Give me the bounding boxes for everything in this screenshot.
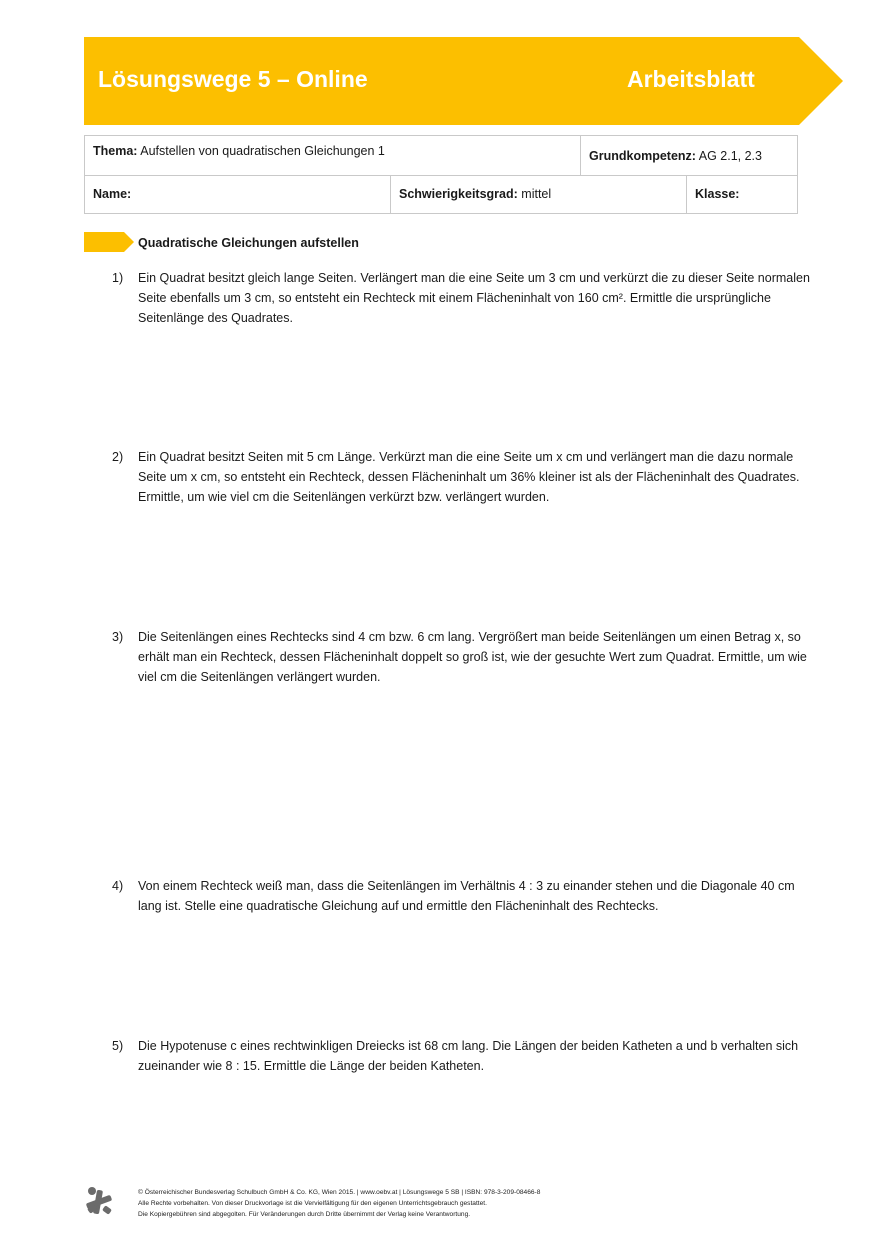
section-title: Quadratische Gleichungen aufstellen — [138, 236, 359, 250]
klasse-cell[interactable] — [687, 187, 747, 201]
section-arrow-icon — [84, 231, 136, 253]
task-number: 5) — [112, 1039, 124, 1053]
schwierigkeit-value: mittel — [521, 187, 552, 201]
task-text: Ein Quadrat besitzt Seiten mit 5 cm Länge. Verkürzt man die eine Seite um x cm und verlängert man die dazu normale Seite um x cm, so entsteht ein Rechteck, dessen Flächeninhalt um 36% kleiner ist als der Flächeninhalt des Quadrates. Ermittle, um wie viel cm die Seitenlängen verkürzt bzw. verlängert wurden. — [138, 450, 800, 504]
document-type: Arbeitsblatt — [627, 66, 755, 92]
task-text: Von einem Rechteck weiß man, dass die Seitenlängen im Verhältnis 4 : 3 zu einander stehen und die Diagonale 40 cm lang ist. Stelle eine quadratische Gleichung auf und ermittle den Flächeninhalt des Rechtecks. — [138, 879, 795, 913]
thema-cell — [85, 144, 393, 158]
name-cell[interactable] — [85, 187, 139, 201]
table-divider — [85, 175, 797, 176]
schwierigkeit-cell — [391, 187, 559, 201]
task-text: Ein Quadrat besitzt gleich lange Seiten. Verlängert man die eine Seite um 3 cm und verkürzt die zu dieser Seite normalen Seite ebenfalls um 3 cm, so entsteht ein Rechteck mit einem Flächeninhalt von 160 cm². Ermittle die ursprüngliche Seitenlänge des Quadrates. — [138, 271, 810, 325]
info-table — [84, 135, 798, 214]
task-text: Die Seitenlängen eines Rechtecks sind 4 cm bzw. 6 cm lang. Vergrößert man beide Seitenlängen um einen Betrag x, so erhält man ein Rechteck, dessen Flächeninhalt doppelt so groß ist, wie der gesuchte Wert zum Quadrat. Ermittle, um wie viel cm die Seitenlängen verlängert wurden. — [138, 630, 807, 684]
oebv-logo-icon — [84, 1186, 114, 1218]
page-title: Lösungswege 5 – Online — [98, 66, 368, 92]
footer-disclaimer: Die Kopiergebühren sind abgegolten. Für Veränderungen durch Dritte übernimmt der Verlag keine Verantwortung. — [138, 1211, 471, 1218]
schwierigkeit-label: Schwierigkeitsgrad: — [399, 187, 518, 201]
task-number: 1) — [112, 271, 124, 285]
thema-label: Thema: — [93, 144, 138, 158]
task-number: 4) — [112, 879, 124, 893]
task-text: Die Hypotenuse c eines rechtwinkligen Dreiecks ist 68 cm lang. Die Längen der beiden Katheten a und b verhalten sich zueinander wie 8 : 15. Ermittle die Länge der beiden Katheten. — [138, 1039, 799, 1073]
klasse-label: Klasse: — [695, 187, 740, 201]
footer-text — [138, 1187, 540, 1220]
footer — [84, 1184, 804, 1224]
task-number: 3) — [112, 630, 124, 644]
grundkompetenz-value: AG 2.1, 2.3 — [698, 149, 762, 163]
name-label: Name: — [93, 187, 132, 201]
header-banner — [84, 37, 844, 125]
task-number: 2) — [112, 450, 124, 464]
grundkompetenz-label: Grundkompetenz: — [589, 149, 696, 163]
footer-rights: Alle Rechte vorbehalten. Von dieser Druckvorlage ist die Vervielfältigung für den eigenen Unterrichtsgebrauch gestattet. — [138, 1200, 487, 1207]
footer-copyright: © Österreichischer Bundesverlag Schulbuch GmbH & Co. KG, Wien 2015. | www.oebv.at | Lösungswege 5 SB | ISBN: 978-3-209-08466-8 — [138, 1189, 541, 1196]
grundkompetenz-cell — [581, 149, 770, 163]
thema-value: Aufstellen von quadratischen Gleichungen 1 — [140, 144, 385, 158]
